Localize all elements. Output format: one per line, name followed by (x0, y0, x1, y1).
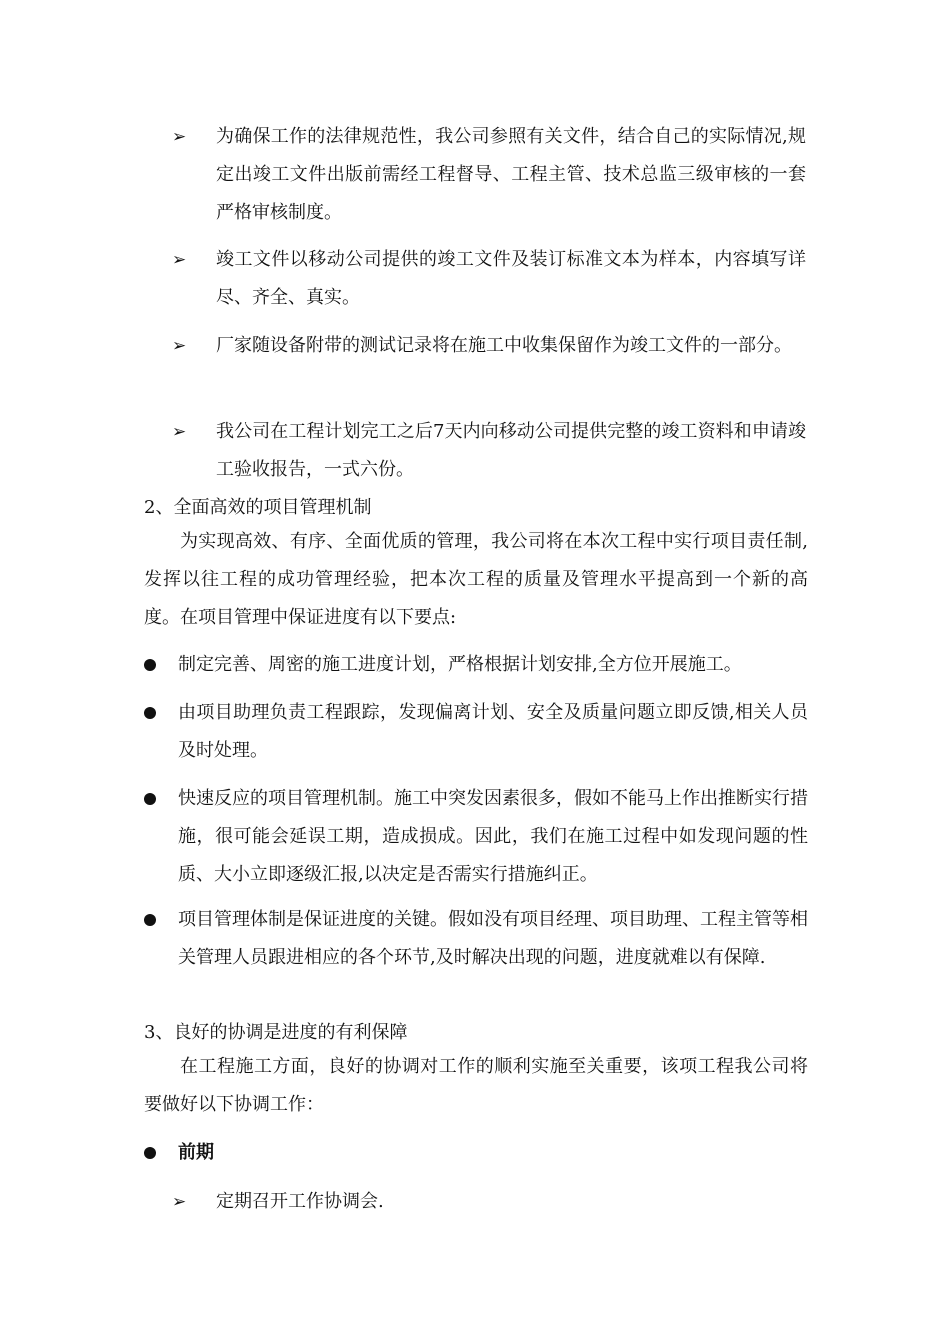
phase-label-item (144, 1134, 808, 1172)
arrow-item-text: 我公司在工程计划完工之后7天内向移动公司提供完整的竣工资料和申请竣工验收报告，一式六份。 (216, 421, 806, 480)
arrow-list-item (172, 118, 812, 232)
bullet-dot-icon (144, 914, 156, 926)
bullet-dot-icon (144, 707, 156, 719)
section-heading: 3、良好的协调是进度的有利保障 (144, 1022, 408, 1043)
bullet-item-text: 项目管理体制是保证进度的关键。假如没有项目经理、项目助理、工程主管等相关管理人员跟进相应的各个环节,及时解决出现的问题，进度就难以有保障. (178, 909, 808, 968)
section-intro-paragraph: 在工程施工方面，良好的协调对工作的顺利实施至关重要，该项工程我公司将要做好以下协调工作： (144, 1056, 808, 1115)
section-heading: 2、全面高效的项目管理机制 (144, 497, 372, 518)
arrow-bullet-icon: ➢ (172, 422, 187, 442)
bullet-dot-icon (144, 793, 156, 805)
bullet-list-item (144, 694, 808, 770)
arrow-bullet-icon: ➢ (172, 336, 187, 356)
bullet-list-item (144, 901, 808, 977)
phase-label: 前期 (178, 1142, 214, 1163)
bullet-item-text: 快速反应的项目管理机制。施工中突发因素很多，假如不能马上作出推断实行措施，很可能会延误工期，造成损成。因此，我们在施工过程中如发现问题的性质、大小立即逐级汇报,以决定是否需实行措施纠正。 (178, 788, 808, 885)
arrow-list-item (172, 413, 812, 489)
arrow-item-text: 厂家随设备附带的测试记录将在施工中收集保留作为竣工文件的一部分。 (216, 335, 792, 356)
arrow-item-text: 定期召开工作协调会. (216, 1191, 384, 1212)
arrow-bullet-icon: ➢ (172, 250, 187, 270)
arrow-list-item (172, 327, 812, 365)
arrow-bullet-icon: ➢ (172, 127, 187, 147)
arrow-list-item (172, 1183, 812, 1221)
bullet-item-text: 由项目助理负责工程跟踪，发现偏离计划、安全及质量问题立即反馈,相关人员及时处理。 (178, 702, 808, 761)
bullet-list-item (144, 780, 808, 894)
bullet-item-text: 制定完善、周密的施工进度计划，严格根据计划安排,全方位开展施工。 (178, 654, 742, 675)
arrow-list-item (172, 241, 812, 317)
section-intro-paragraph: 为实现高效、有序、全面优质的管理，我公司将在本次工程中实行项目责任制,发挥以往工程的成功管理经验，把本次工程的质量及管理水平提高到一个新的高度。在项目管理中保证进度有以下要点: (144, 531, 808, 628)
arrow-item-text: 竣工文件以移动公司提供的竣工文件及装订标准文本为样本，内容填写详尽、齐全、真实。 (216, 249, 806, 308)
arrow-bullet-icon: ➢ (172, 1192, 187, 1212)
bullet-list-item (144, 646, 808, 684)
arrow-item-text: 为确保工作的法律规范性，我公司参照有关文件，结合自己的实际情况,规定出竣工文件出版前需经工程督导、工程主管、技术总监三级审核的一套严格审核制度。 (216, 126, 806, 223)
bullet-dot-icon (144, 659, 156, 671)
bullet-dot-icon (144, 1147, 156, 1159)
